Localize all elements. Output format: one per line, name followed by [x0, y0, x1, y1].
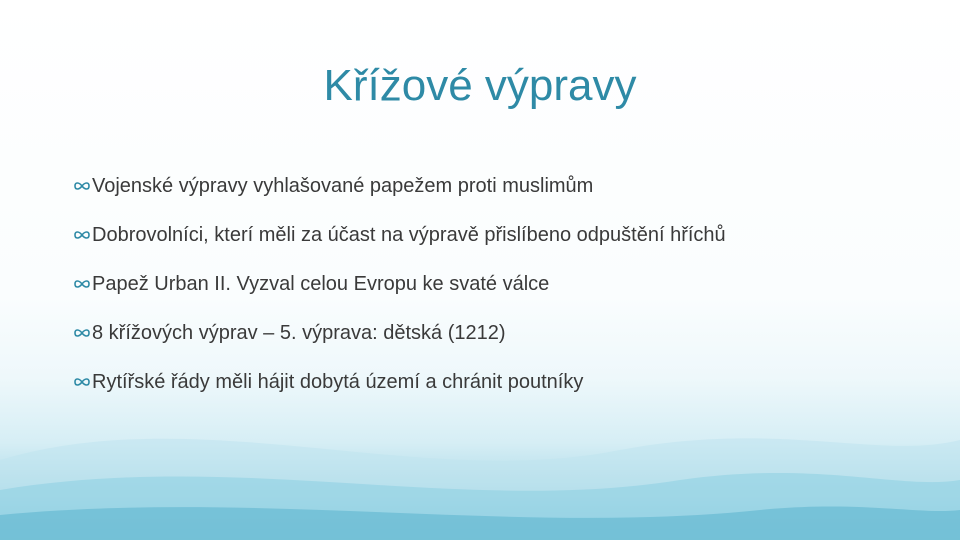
slide-title: Křížové výpravy — [323, 61, 637, 110]
bullet-item — [72, 168, 932, 204]
bullet-text: Papež Urban II. Vyzval celou Evropu ke svaté válce — [92, 272, 550, 295]
bullet-text: Dobrovolníci, kterí měli za účast na výpravě přislíbeno odpuštění hříchů — [92, 223, 726, 246]
bullet-item — [72, 217, 932, 253]
loop-bullet-icon — [72, 274, 92, 294]
bullet-text: Rytířské řády měli hájit dobytá území a chránit poutníky — [92, 370, 584, 393]
bullet-item — [72, 266, 932, 302]
bullet-item — [72, 364, 932, 400]
loop-bullet-icon — [72, 323, 92, 343]
loop-bullet-icon — [72, 225, 92, 245]
bullet-item — [72, 315, 932, 351]
bullet-text: 8 křížových výprav – 5. výprava: dětská (1212) — [92, 321, 506, 344]
bullet-text: Vojenské výpravy vyhlašované papežem proti muslimům — [92, 174, 594, 197]
loop-bullet-icon — [72, 372, 92, 392]
bullet-list — [72, 168, 932, 413]
loop-bullet-icon — [72, 176, 92, 196]
